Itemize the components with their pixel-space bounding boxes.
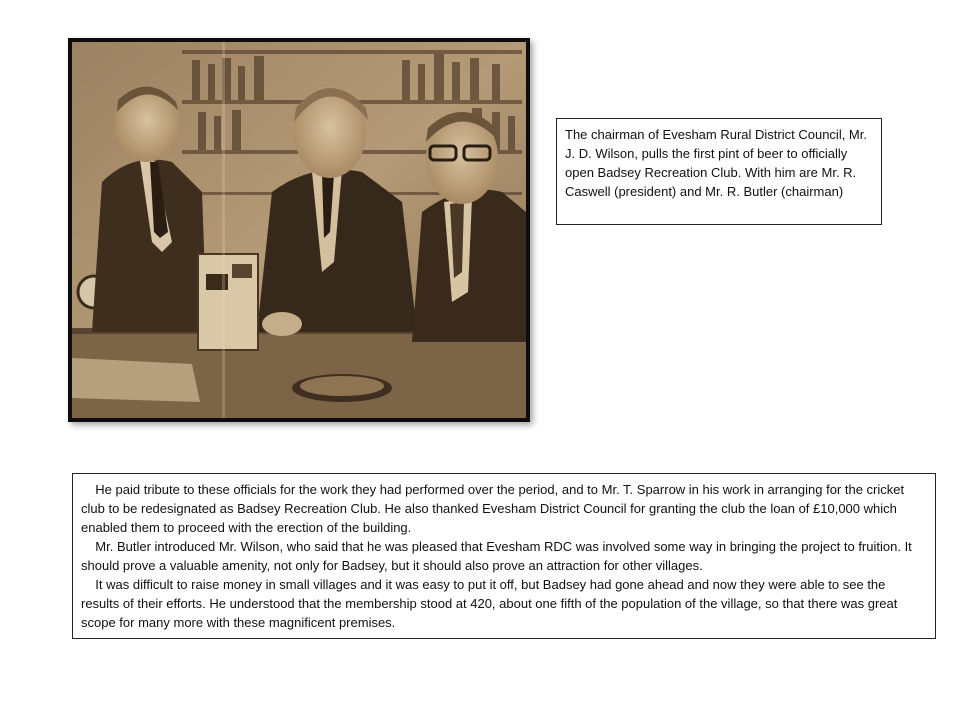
article-paragraph-1: He paid tribute to these officials for the work they had performed over the period, and to Mr. T. Sparrow in his work in arranging for the cricket club to be redesignated as Badsey Recreation Club. He also thanked Evesham District Council for granting the club the loan of £10,000 which enabled them to proceed with the erection of the building.	[81, 482, 905, 535]
sepia-photograph-men-at-bar	[72, 42, 526, 418]
article-paragraph-2: Mr. Butler introduced Mr. Wilson, who said that he was pleased that Evesham RDC was involved some way in bringing the project to fruition. It should prove a valuable amenity, not only for Badsey, but it should also prove an attraction for other villages.	[81, 539, 912, 573]
caption-text: The chairman of Evesham Rural District Council, Mr. J. D. Wilson, pulls the first pint of beer to officially open Badsey Recreation Club. With him are Mr. R. Caswell (president) and Mr. R. Butler (chairman)	[565, 127, 867, 199]
article-paragraph-3: It was difficult to raise money in small villages and it was easy to put it off, but Badsey had gone ahead and now they were able to see the results of their efforts. He understood that the membership stood at 420, about one fifth of the population of the village, so that there was great scope for many more with these magnificent premises.	[81, 577, 898, 630]
newspaper-photo	[68, 38, 530, 422]
photo-caption	[556, 118, 882, 225]
article-text-box	[72, 473, 936, 639]
